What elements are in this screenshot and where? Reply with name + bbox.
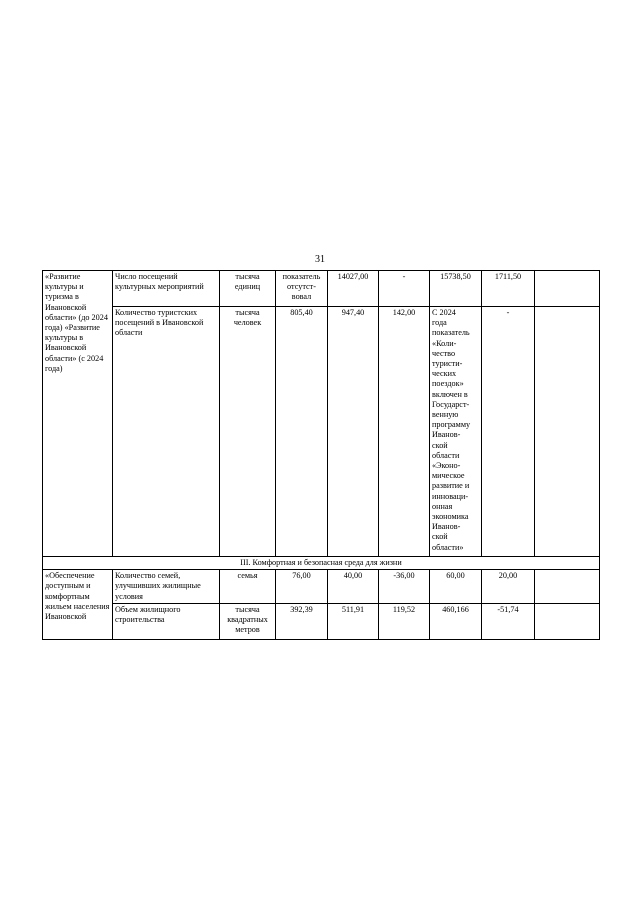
value-cell: - — [482, 307, 535, 557]
table-row — [43, 570, 600, 604]
indicator-cell: Объем жилищного строительства — [113, 603, 220, 639]
value-cell — [535, 271, 600, 307]
indicator-cell: Число посещений культурных мероприятий — [113, 271, 220, 307]
value-cell: -51,74 — [482, 603, 535, 639]
unit-cell: семья — [220, 570, 276, 604]
indicators-table — [42, 270, 600, 640]
value-cell: 76,00 — [276, 570, 328, 604]
indicator-cell: Количество семей, улучшивших жилищные условия — [113, 570, 220, 604]
value-cell: 40,00 — [328, 570, 379, 604]
value-cell: -36,00 — [379, 570, 430, 604]
value-cell: 60,00 — [430, 570, 482, 604]
value-cell: 14027,00 — [328, 271, 379, 307]
value-cell: - — [379, 271, 430, 307]
section-row — [43, 557, 600, 570]
table-row — [43, 271, 600, 307]
value-cell: 947,40 — [328, 307, 379, 557]
value-cell: 20,00 — [482, 570, 535, 604]
section-heading: III. Комфортная и безопасная среда для жизни — [43, 557, 600, 570]
value-cell: С 2024 года показатель «Коли- чество туристи- ческих поездок» включен в Государст- венную программу Иванов- ской области «Эконо- мическое развитие и инноваци- онная экономика Иванов- ской области» — [430, 307, 482, 557]
unit-cell: тысяча единиц — [220, 271, 276, 307]
page-number: 31 — [315, 254, 325, 265]
value-cell: 460,166 — [430, 603, 482, 639]
value-cell: 119,52 — [379, 603, 430, 639]
unit-cell: тысяча человек — [220, 307, 276, 557]
value-cell: 511,91 — [328, 603, 379, 639]
table-row — [43, 307, 600, 557]
value-cell — [535, 603, 600, 639]
value-cell: 15738,50 — [430, 271, 482, 307]
value-cell: 1711,50 — [482, 271, 535, 307]
value-cell — [535, 570, 600, 604]
value-cell: показатель отсутст-вовал — [276, 271, 328, 307]
value-cell: 142,00 — [379, 307, 430, 557]
program-name-cell: «Обеспечение доступным и комфортным жильем населения Ивановской — [43, 570, 113, 640]
program-name-cell: «Развитие культуры и туризма в Ивановской области» (до 2024 года) «Развитие культуры в Ивановской области» (с 2024 года) — [43, 271, 113, 557]
value-cell — [535, 307, 600, 557]
value-cell: 392,39 — [276, 603, 328, 639]
value-cell: 805,40 — [276, 307, 328, 557]
unit-cell: тысяча квадратных метров — [220, 603, 276, 639]
indicator-cell: Количество туристских посещений в Ивановской области — [113, 307, 220, 557]
table-row — [43, 603, 600, 639]
